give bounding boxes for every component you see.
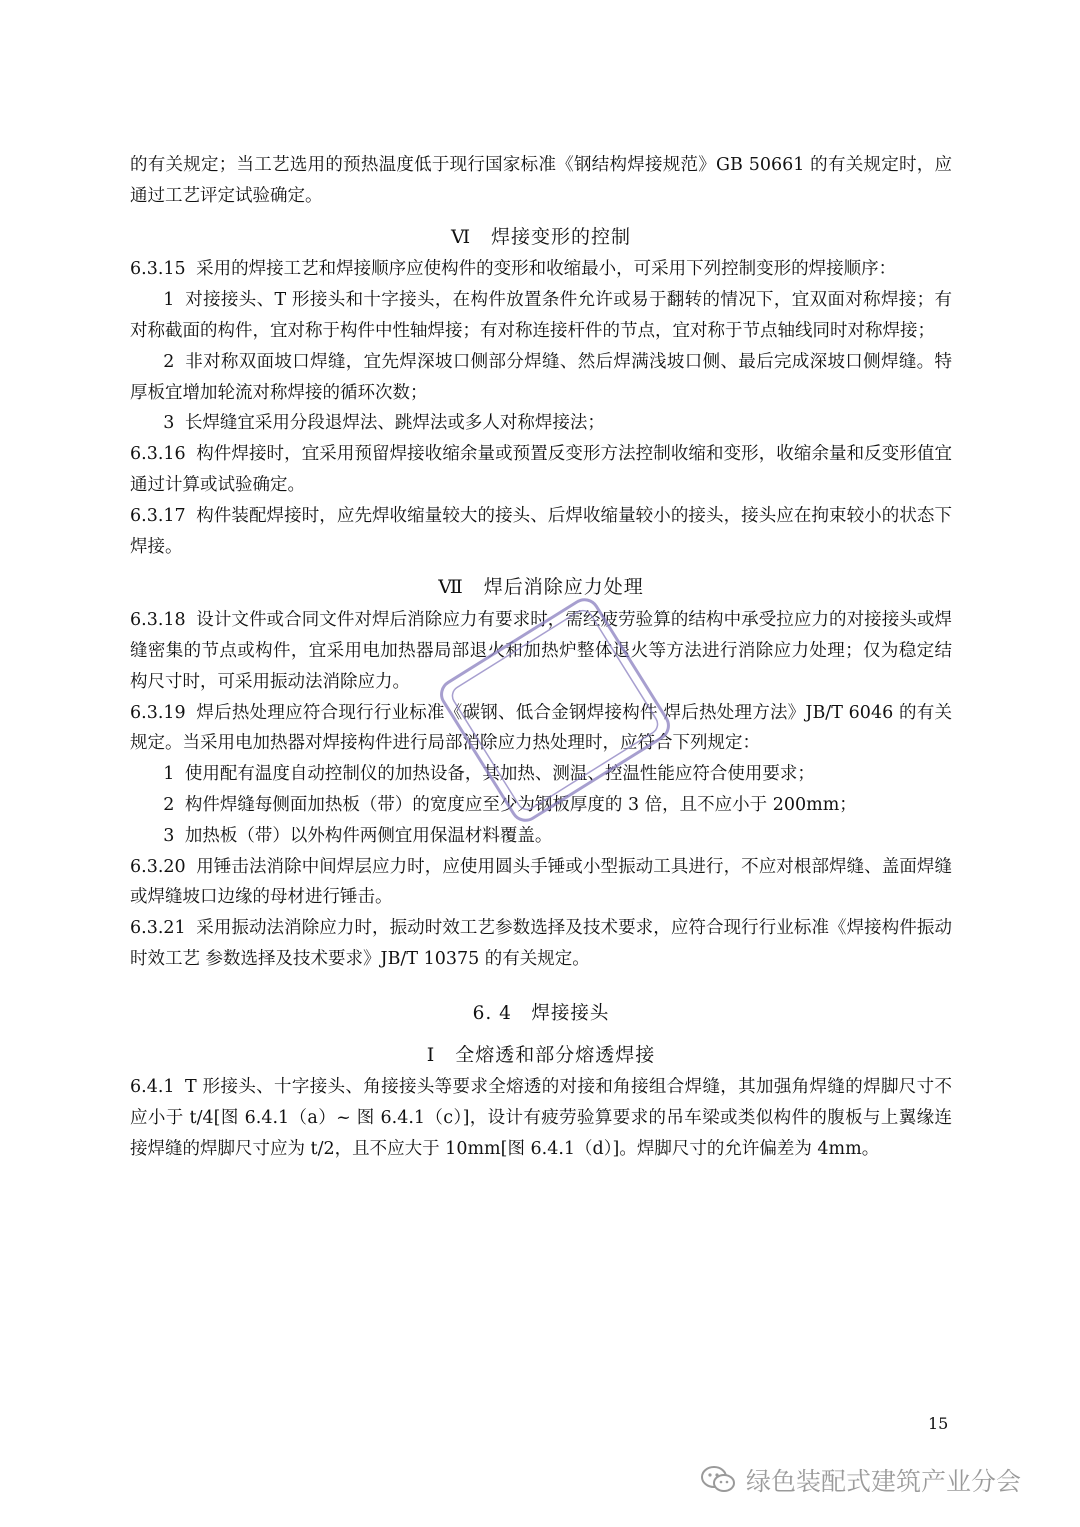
clause-number: 6.3.15 <box>130 259 186 280</box>
wechat-icon <box>700 1465 736 1495</box>
item-number: 3 <box>163 825 175 846</box>
list-item <box>130 759 952 790</box>
clause-text: T 形接头、十字接头、角接接头等要求全熔透的对接和角接组合焊缝，其加强角焊缝的焊脚尺寸不应小于 t/4[图 6.4.1（a）~ 图 6.4.1（c）]，设计有疲劳验算要求的吊车梁或类似构件的腹板与上翼缘连接焊缝的焊脚尺寸应为 t/2，且不应大于 10mm[图 6.4.1（d）]。焊脚尺寸的允许偏差为 4mm。 <box>130 1077 952 1159</box>
clause-number: 6.4.1 <box>130 1077 175 1098</box>
clause-number: 6.3.19 <box>130 702 186 723</box>
clause-6-3-15 <box>130 254 952 285</box>
clause-number: 6.3.18 <box>130 610 186 631</box>
section-heading-vi: Ⅵ 焊接变形的控制 <box>450 225 632 248</box>
clause-6-3-19 <box>130 698 952 760</box>
paragraph-continued: 的有关规定；当工艺选用的预热温度低于现行国家标准《钢结构焊接规范》GB 50661 的有关规定时，应通过工艺评定试验确定。 <box>130 155 952 206</box>
clause-text: 构件焊接时，宜采用预留焊接收缩余量或预置反变形方法控制收缩和变形，收缩余量和反变形值宜通过计算或试验确定。 <box>130 444 952 495</box>
item-number: 2 <box>163 794 175 815</box>
clause-6-3-21 <box>130 913 952 975</box>
list-item <box>130 408 952 439</box>
clause-text: 焊后热处理应符合现行行业标准《碳钢、低合金钢焊接构件 焊后热处理方法》JB/T 6046 的有关规定。当采用电加热器对焊接构件进行局部消除应力热处理时，应符合下列规定： <box>130 702 952 754</box>
footer-watermark <box>700 1460 1021 1500</box>
footer-account-name: 绿色装配式建筑产业分会 <box>746 1467 1022 1496</box>
subsection-heading-i: Ⅰ 全熔透和部分熔透焊接 <box>426 1043 656 1066</box>
clause-text: 设计文件或合同文件对焊后消除应力有要求时，需经疲劳验算的结构中承受拉应力的对接接头或焊缝密集的节点或构件，宜采用电加热器局部退火和加热炉整体退火等方法进行消除应力处理；仅为稳定结构尺寸时，可采用振动法消除应力。 <box>130 610 952 692</box>
clause-number: 6.3.21 <box>130 918 186 939</box>
item-text: 长焊缝宜采用分段退焊法、跳焊法或多人对称焊接法； <box>184 413 605 434</box>
item-text: 加热板（带）以外构件两侧宜用保温材料覆盖。 <box>184 825 553 846</box>
clause-6-3-16 <box>130 439 952 501</box>
list-item <box>130 821 952 852</box>
clause-text: 采用的焊接工艺和焊接顺序应使构件的变形和收缩最小，可采用下列控制变形的焊接顺序： <box>196 259 897 280</box>
item-number: 2 <box>163 351 175 372</box>
clause-6-3-18 <box>130 605 952 697</box>
list-item <box>130 347 952 409</box>
document-body <box>130 150 952 1165</box>
item-number: 1 <box>163 764 175 785</box>
clause-text: 用锤击法消除中间焊层应力时，应使用圆头手锤或小型振动工具进行，不应对根部焊缝、盖面焊缝或焊缝坡口边缘的母材进行锤击。 <box>130 856 952 908</box>
clause-6-3-20 <box>130 852 952 914</box>
clause-number: 6.3.17 <box>130 505 186 526</box>
clause-6-3-17 <box>130 501 952 563</box>
list-item <box>130 285 952 347</box>
list-item <box>130 790 952 821</box>
item-text: 非对称双面坡口焊缝，宜先焊深坡口侧部分焊缝、然后焊满浅坡口侧、最后完成深坡口侧焊缝。特厚板宜增加轮流对称焊接的循环次数； <box>130 351 952 403</box>
clause-number: 6.3.16 <box>130 444 186 465</box>
clause-text: 构件装配焊接时，应先焊收缩量较大的接头、后焊收缩量较小的接头，接头应在拘束较小的状态下焊接。 <box>130 505 952 557</box>
page-number: 15 <box>928 1414 949 1433</box>
item-text: 构件焊缝每侧面加热板（带）的宽度应至少为钢板厚度的 3 倍，且不应小于 200mm； <box>184 794 857 815</box>
section-heading-6-4: 6. 4 焊接接头 <box>472 1002 610 1024</box>
item-number: 1 <box>163 290 175 311</box>
item-number: 3 <box>163 413 175 434</box>
clause-6-4-1 <box>130 1072 952 1164</box>
clause-text: 采用振动法消除应力时，振动时效工艺参数选择及技术要求，应符合现行行业标准《焊接构件振动时效工艺 参数选择及技术要求》JB/T 10375 的有关规定。 <box>130 918 952 969</box>
clause-number: 6.3.20 <box>130 856 186 877</box>
item-text: 使用配有温度自动控制仪的加热设备，其加热、测温、控温性能应符合使用要求； <box>184 764 815 785</box>
section-heading-vii: Ⅶ 焊后消除应力处理 <box>438 576 644 599</box>
item-text: 对接接头、T 形接头和十字接头，在构件放置条件允许或易于翻转的情况下，宜双面对称焊接；有对称截面的构件，宜对称于构件中性轴焊接；有对称连接杆件的节点，宜对称于节点轴线同时对称焊接； <box>130 290 952 341</box>
